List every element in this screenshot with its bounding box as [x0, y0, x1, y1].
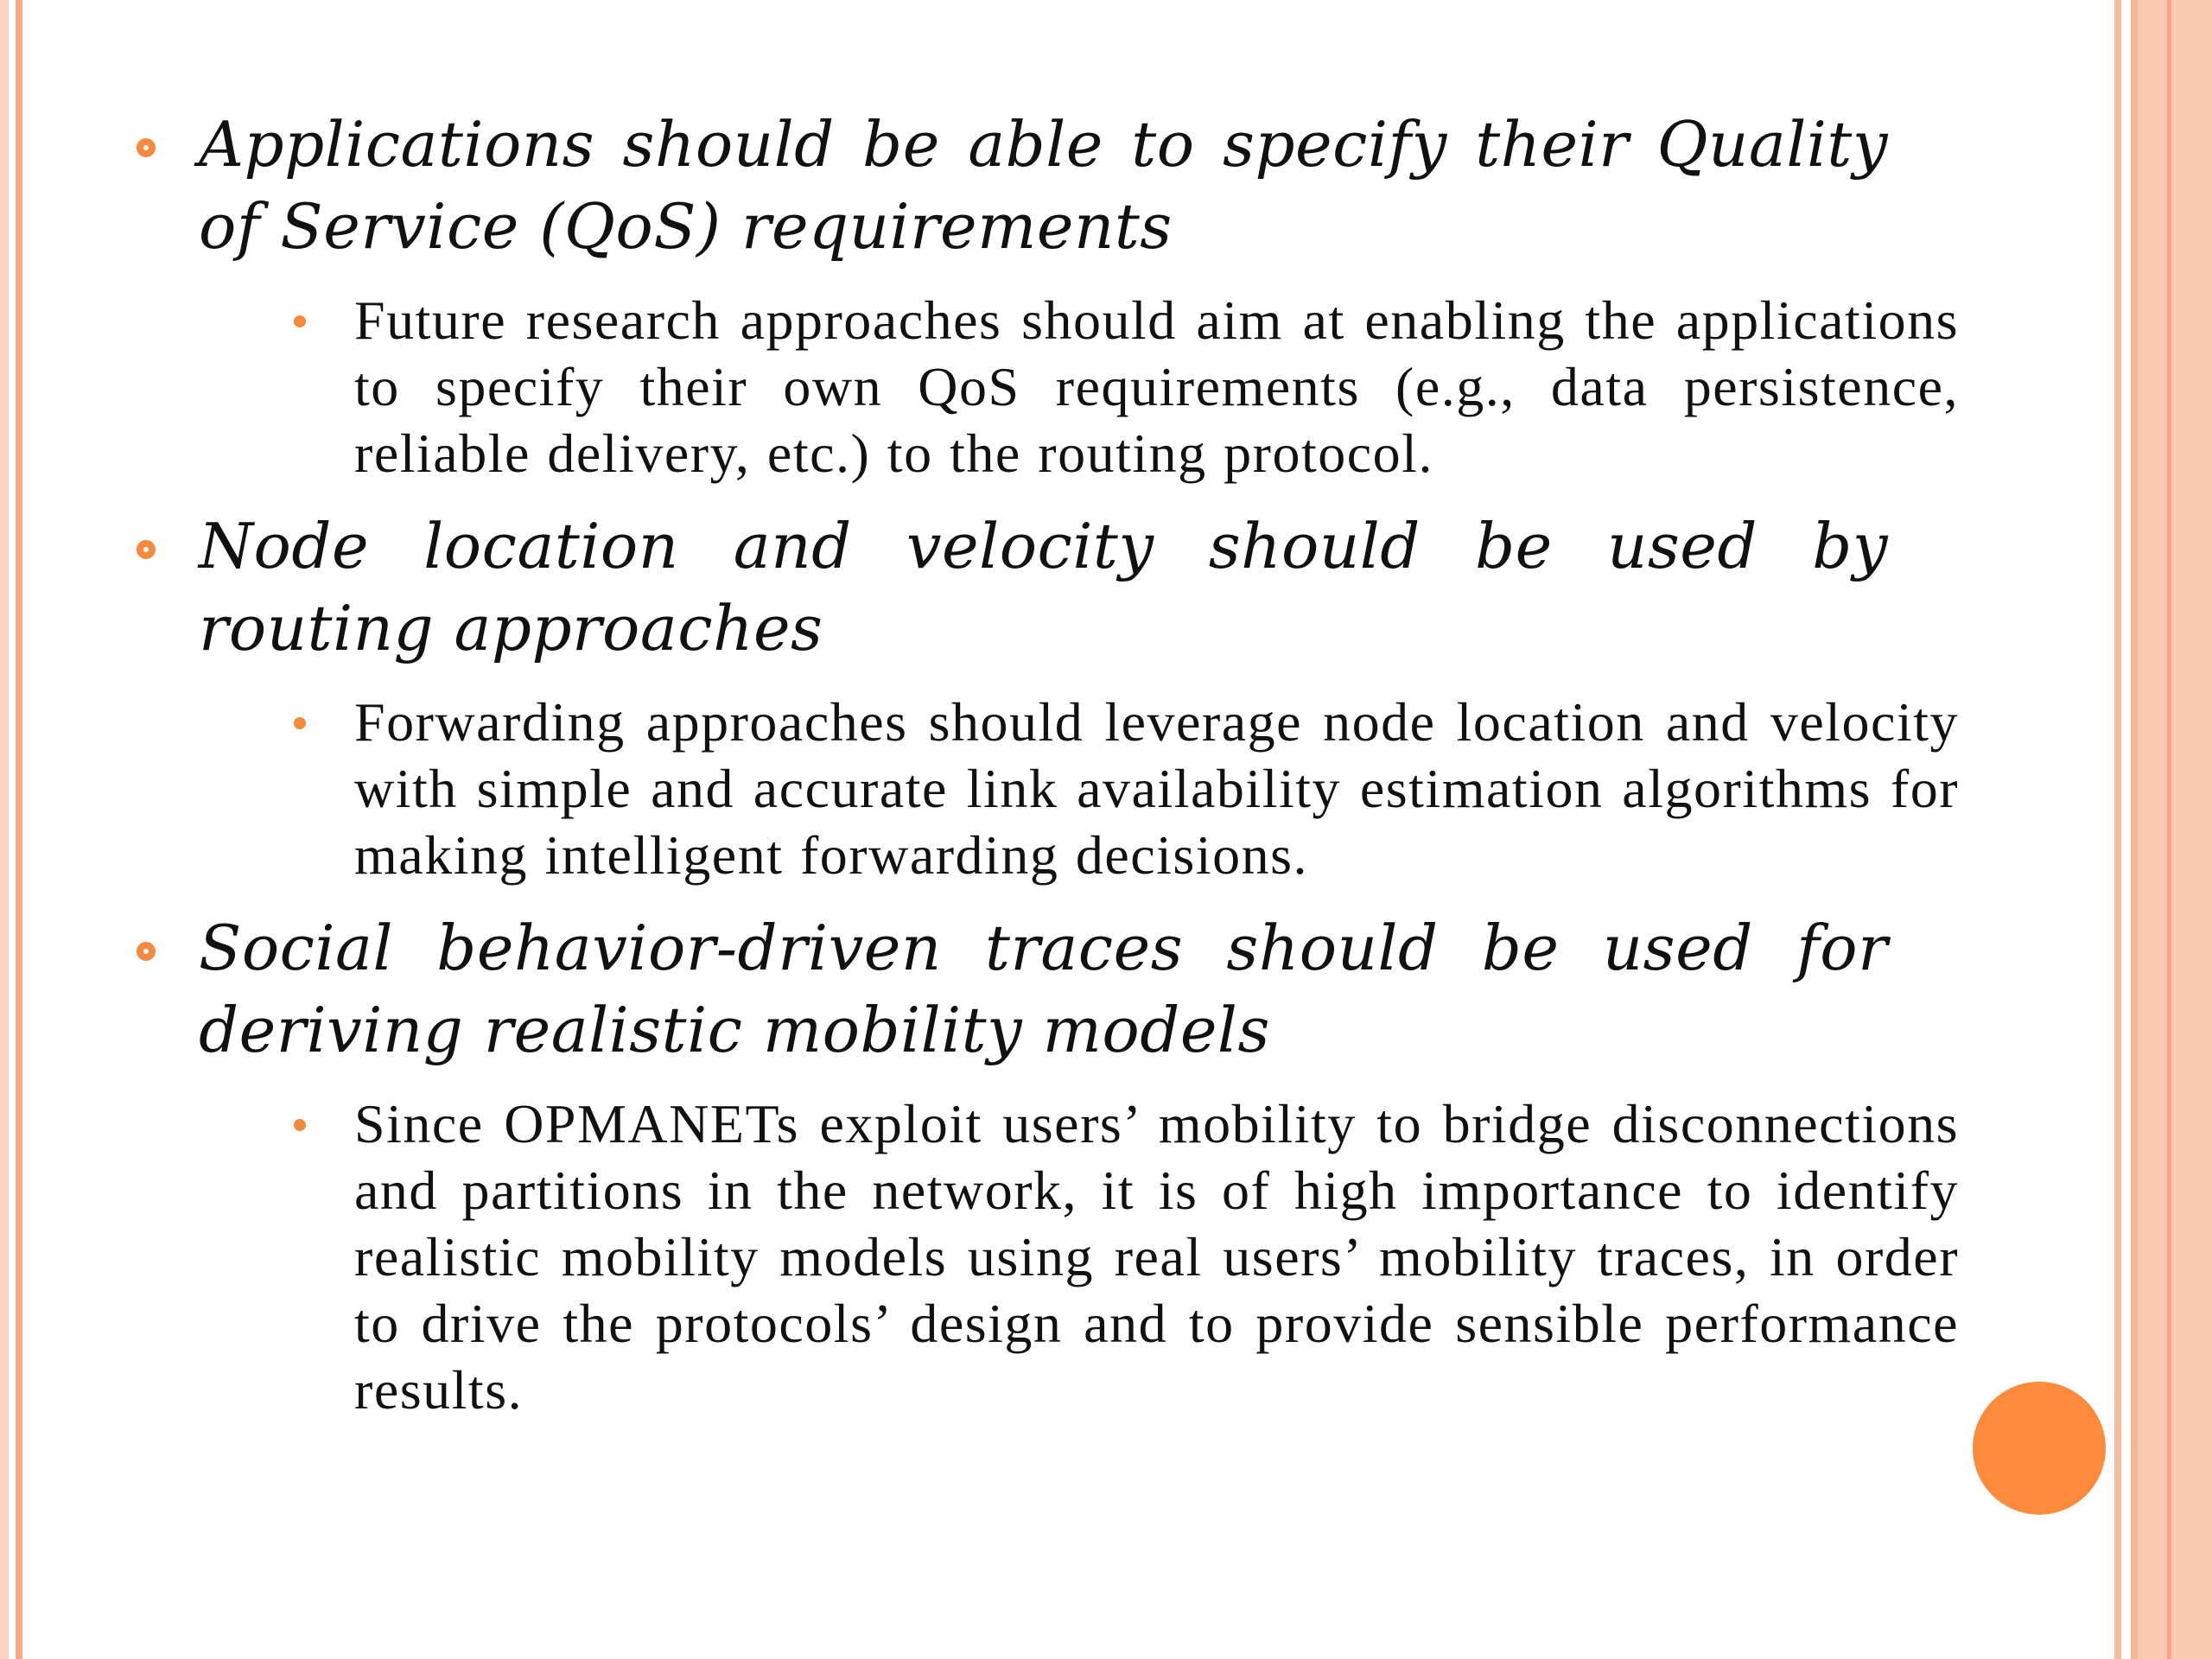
bullet-list [134, 104, 1959, 1442]
bullet-heading: Social behavior-driven traces should be used for deriving realistic mobility models [199, 912, 1888, 1066]
bullet-heading: Applications should be able to specify their Quality of Service (QoS) requirements [199, 108, 1888, 263]
dot-bullet-icon [294, 315, 306, 327]
ring-bullet-icon [137, 942, 156, 961]
sub-bullet-item [199, 287, 1959, 486]
decorative-circle [1973, 1382, 2106, 1515]
dot-bullet-icon [294, 1119, 306, 1131]
bullet-item [134, 104, 1959, 486]
sub-bullet-text: Future research approaches should aim at enabling the applications to specify their own QoS requirements (e.g., data persistence, reliable delivery, etc.) to the routing protocol. [354, 289, 1959, 484]
right-border-line [2114, 0, 2121, 1659]
sub-bullet-text: Forwarding approaches should leverage node location and velocity with simple and accurate link availability estimation algorithms for making intelligent forwarding decisions. [354, 691, 1959, 886]
ring-bullet-icon [137, 540, 156, 559]
bullet-heading: Node location and velocity should be used by routing approaches [199, 510, 1888, 664]
bullet-item [134, 505, 1959, 888]
right-border-band-line [2167, 0, 2171, 1659]
bullet-item [134, 907, 1959, 1423]
left-border-stripe [0, 0, 9, 1659]
ring-bullet-icon [137, 138, 156, 157]
sub-bullet-item [199, 1090, 1959, 1423]
right-border-band [2138, 0, 2212, 1659]
sub-bullet-text: Since OPMANETs exploit users’ mobility to bridge disconnections and partitions in the network, it is of high importance to identify realistic mobility models using real users’ mobility traces, in order to drive the protocols’ design and to provide sensible performance results. [354, 1093, 1959, 1421]
sub-bullet-item [199, 689, 1959, 888]
right-border-line-2 [2131, 0, 2138, 1659]
dot-bullet-icon [294, 717, 306, 729]
left-border-stripe-inner [16, 0, 22, 1659]
